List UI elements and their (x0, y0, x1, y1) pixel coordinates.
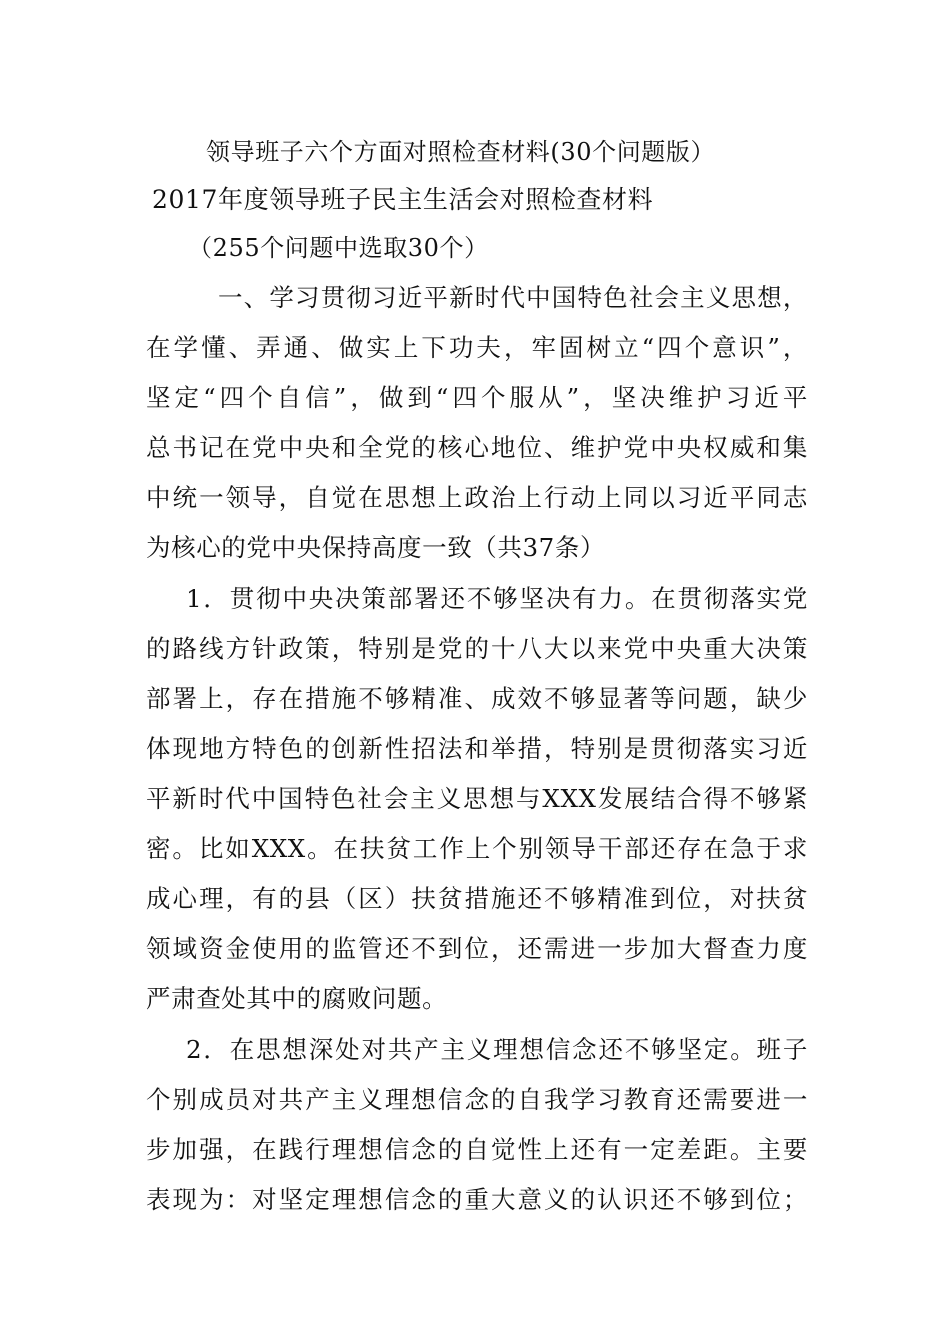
section-heading-line: 总书记在党中央和全党的核心地位、维护党中央权威和集 (146, 433, 808, 462)
section-heading-line: 为核心的党中央保持高度一致（共37条） (146, 533, 606, 562)
document-subtitle: 2017年度领导班子民主生活会对照检查材料 (152, 185, 654, 214)
item-1-line: 成心理，有的县（区）扶贫措施还不够精准到位，对扶贫 (146, 884, 808, 913)
document-note: （255个问题中选取30个） (188, 234, 489, 262)
item-1-line: 领域资金使用的监管还不到位，还需进一步加大督查力度 (146, 934, 808, 963)
item-1-line: 部署上，存在措施不够精准、成效不够显著等问题，缺少 (146, 684, 808, 713)
item-2-line: 2．在思想深处对共产主义理想信念还不够坚定。班子 (186, 1035, 808, 1064)
item-1-line: 平新时代中国特色社会主义思想与XXX发展结合得不够紧 (146, 784, 808, 813)
item-1-line: 的路线方针政策，特别是党的十八大以来党中央重大决策 (146, 634, 808, 663)
item-2-line: 个别成员对共产主义理想信念的自我学习教育还需要进一 (146, 1085, 808, 1114)
item-1-line: 1．贯彻中央决策部署还不够坚决有力。在贯彻落实党 (186, 584, 808, 613)
item-1-line: 体现地方特色的创新性招法和举措，特别是贯彻落实习近 (146, 734, 808, 763)
item-1-line: 严肃查处其中的腐败问题。 (146, 984, 448, 1013)
section-heading-line: 中统一领导，自觉在思想上政治上行动上同以习近平同志 (146, 483, 808, 512)
section-heading-line: 在学懂、弄通、做实上下功夫，牢固树立“四个意识”， (146, 333, 808, 362)
item-2-line: 表现为：对坚定理想信念的重大意义的认识还不够到位； (146, 1185, 808, 1214)
section-heading-line: 坚定“四个自信”，做到“四个服从”，坚决维护习近平 (146, 383, 808, 412)
item-2-line: 步加强，在践行理想信念的自觉性上还有一定差距。主要 (146, 1135, 808, 1164)
section-heading-line: 一、学习贯彻习近平新时代中国特色社会主义思想， (218, 283, 808, 312)
item-1-line: 密。比如XXX。在扶贫工作上个别领导干部还存在急于求 (146, 834, 808, 863)
document-title: 领导班子六个方面对照检查材料(30个问题版） (206, 138, 716, 166)
